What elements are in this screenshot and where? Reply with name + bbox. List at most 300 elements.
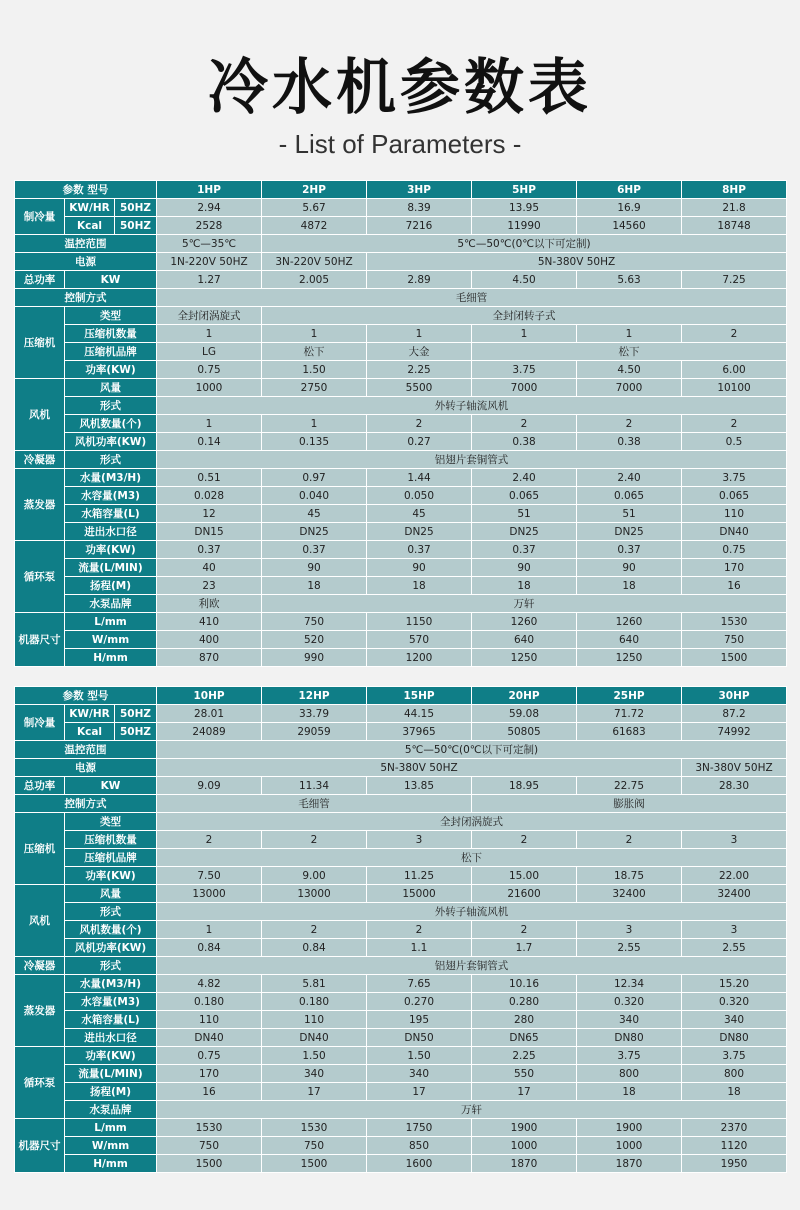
value-cell: 17 (367, 1083, 472, 1101)
header-cell: 制冷量 (15, 705, 65, 741)
value-cell: 800 (682, 1065, 787, 1083)
value-cell: 16 (682, 577, 787, 595)
header-cell: 进出水口径 (65, 1029, 157, 1047)
value-cell: 1.7 (472, 939, 577, 957)
table-row (15, 289, 787, 307)
value-cell: 毛细管 (157, 795, 472, 813)
value-cell: 1000 (157, 379, 262, 397)
header-cell: 形式 (65, 903, 157, 921)
value-cell: 1250 (472, 649, 577, 667)
table-row (15, 559, 787, 577)
value-cell: 18748 (682, 217, 787, 235)
table-row (15, 361, 787, 379)
header-cell: 冷凝器 (15, 957, 65, 975)
table-row (15, 631, 787, 649)
value-cell: 0.320 (577, 993, 682, 1011)
value-cell: 5.67 (262, 199, 367, 217)
header-cell: KW/HR (65, 199, 115, 217)
header-cell: 温控范围 (15, 741, 157, 759)
value-cell: 1 (577, 325, 682, 343)
value-cell: 10.16 (472, 975, 577, 993)
value-cell: 50805 (472, 723, 577, 741)
value-cell: 0.270 (367, 993, 472, 1011)
table-row (15, 885, 787, 903)
table-row (15, 1029, 787, 1047)
table-row (15, 325, 787, 343)
header-cell: 3HP (367, 181, 472, 199)
value-cell: 21.8 (682, 199, 787, 217)
value-cell: 11990 (472, 217, 577, 235)
table-row (15, 993, 787, 1011)
value-cell: 40 (157, 559, 262, 577)
value-cell: 3 (577, 921, 682, 939)
value-cell: 1900 (472, 1119, 577, 1137)
value-cell: 2.40 (577, 469, 682, 487)
header-cell: 20HP (472, 687, 577, 705)
value-cell: 410 (157, 613, 262, 631)
value-cell: 0.5 (682, 433, 787, 451)
value-cell: 毛细管 (157, 289, 787, 307)
header-cell: 水泵品牌 (65, 1101, 157, 1119)
value-cell: 28.01 (157, 705, 262, 723)
header-cell: 形式 (65, 397, 157, 415)
value-cell: 1260 (577, 613, 682, 631)
value-cell: 利欧 (157, 595, 262, 613)
value-cell: 570 (367, 631, 472, 649)
value-cell: 520 (262, 631, 367, 649)
value-cell: 1 (157, 325, 262, 343)
header-cell: 总功率 (15, 271, 65, 289)
header-cell: 压缩机数量 (65, 325, 157, 343)
header-cell: KW/HR (65, 705, 115, 723)
header-cell: 压缩机 (15, 813, 65, 885)
value-cell: 外转子轴流风机 (157, 903, 787, 921)
table-row (15, 1137, 787, 1155)
table-row (15, 903, 787, 921)
header-cell: 电源 (15, 759, 157, 777)
value-cell: 1.44 (367, 469, 472, 487)
value-cell: 大金 (367, 343, 472, 361)
value-cell: 4.82 (157, 975, 262, 993)
page-title: 冷水机参数表 (208, 53, 592, 123)
value-cell: 800 (577, 1065, 682, 1083)
table-row (15, 199, 787, 217)
value-cell: 13000 (157, 885, 262, 903)
table-row (15, 1101, 787, 1119)
value-cell: 1200 (367, 649, 472, 667)
value-cell: 1 (262, 415, 367, 433)
table-row (15, 307, 787, 325)
value-cell: 1870 (472, 1155, 577, 1173)
value-cell: 11.34 (262, 777, 367, 795)
header-cell: 循环泵 (15, 1047, 65, 1119)
table-row (15, 253, 787, 271)
header-cell: 压缩机品牌 (65, 343, 157, 361)
value-cell: 4872 (262, 217, 367, 235)
value-cell: 0.75 (157, 361, 262, 379)
header-cell: 水量(M3/H) (65, 975, 157, 993)
value-cell: 12 (157, 505, 262, 523)
header-cell: 控制方式 (15, 289, 157, 307)
value-cell: 170 (157, 1065, 262, 1083)
value-cell: 1530 (682, 613, 787, 631)
value-cell: 2370 (682, 1119, 787, 1137)
value-cell: 2 (262, 831, 367, 849)
value-cell: 45 (367, 505, 472, 523)
value-cell: 全封闭涡旋式 (157, 813, 787, 831)
header-cell: L/mm (65, 613, 157, 631)
header-cell: 风机 (15, 379, 65, 451)
value-cell: 0.135 (262, 433, 367, 451)
value-cell: 膨胀阀 (472, 795, 787, 813)
value-cell: 1 (367, 325, 472, 343)
value-cell: 1.1 (367, 939, 472, 957)
value-cell: 2750 (262, 379, 367, 397)
header-cell: 25HP (577, 687, 682, 705)
header-cell: 10HP (157, 687, 262, 705)
header-cell: 5HP (472, 181, 577, 199)
value-cell: 22.75 (577, 777, 682, 795)
page-subtitle: - List of Parameters - (278, 129, 522, 159)
value-cell: 90 (472, 559, 577, 577)
value-cell: 1 (157, 921, 262, 939)
header-cell: 蒸发器 (15, 975, 65, 1047)
header-cell: L/mm (65, 1119, 157, 1137)
value-cell: DN25 (262, 523, 367, 541)
value-cell: 23 (157, 577, 262, 595)
table-row (15, 649, 787, 667)
value-cell: DN15 (157, 523, 262, 541)
value-cell: 万轩 (157, 1101, 787, 1119)
header-cell: 冷凝器 (15, 451, 65, 469)
value-cell: 1500 (157, 1155, 262, 1173)
value-cell: 0.14 (157, 433, 262, 451)
value-cell: 0.27 (367, 433, 472, 451)
value-cell: 2.005 (262, 271, 367, 289)
header-cell: 50HZ (115, 723, 157, 741)
value-cell: 18.75 (577, 867, 682, 885)
table-row (15, 939, 787, 957)
value-cell: 2 (682, 415, 787, 433)
value-cell: 750 (157, 1137, 262, 1155)
table-row (15, 1011, 787, 1029)
header-cell: 压缩机数量 (65, 831, 157, 849)
header-cell: 电源 (15, 253, 157, 271)
value-cell: 400 (157, 631, 262, 649)
value-cell: 12.34 (577, 975, 682, 993)
header-cell: 形式 (65, 957, 157, 975)
value-cell: 0.37 (472, 541, 577, 559)
table-row (15, 613, 787, 631)
value-cell: 0.180 (262, 993, 367, 1011)
value-cell: 0.065 (472, 487, 577, 505)
table-row (15, 813, 787, 831)
header-cell: 形式 (65, 451, 157, 469)
table-row (15, 487, 787, 505)
value-cell: 1500 (262, 1155, 367, 1173)
value-cell: 15000 (367, 885, 472, 903)
value-cell: 0.37 (577, 541, 682, 559)
table-row (15, 795, 787, 813)
value-cell: 13.85 (367, 777, 472, 795)
header-cell: 类型 (65, 307, 157, 325)
value-cell: 45 (262, 505, 367, 523)
value-cell: 全封闭涡旋式 (157, 307, 262, 325)
value-cell: 0.180 (157, 993, 262, 1011)
value-cell: 51 (577, 505, 682, 523)
value-cell: 松下 (157, 849, 787, 867)
header-cell: 2HP (262, 181, 367, 199)
value-cell: 1N-220V 50HZ (157, 253, 262, 271)
value-cell: 15.20 (682, 975, 787, 993)
header-cell: 温控范围 (15, 235, 157, 253)
value-cell: 1150 (367, 613, 472, 631)
header-cell: 风机数量(个) (65, 921, 157, 939)
value-cell: 外转子轴流风机 (157, 397, 787, 415)
value-cell: 松下 (472, 343, 787, 361)
value-cell: 9.00 (262, 867, 367, 885)
parameter-table-1 (14, 180, 787, 667)
table-row (15, 687, 787, 705)
value-cell: 5℃—35℃ (157, 235, 262, 253)
value-cell: 7.25 (682, 271, 787, 289)
table-row (15, 975, 787, 993)
value-cell: 14560 (577, 217, 682, 235)
table-row (15, 867, 787, 885)
value-cell: 280 (472, 1011, 577, 1029)
header-cell: 风量 (65, 379, 157, 397)
value-cell: 2.94 (157, 199, 262, 217)
value-cell: 1.27 (157, 271, 262, 289)
value-cell: 18.95 (472, 777, 577, 795)
table-row (15, 451, 787, 469)
value-cell: 2.25 (472, 1047, 577, 1065)
value-cell: 71.72 (577, 705, 682, 723)
value-cell: 5N-380V 50HZ (367, 253, 787, 271)
table-row (15, 541, 787, 559)
value-cell: 1 (262, 325, 367, 343)
value-cell: 1120 (682, 1137, 787, 1155)
header-cell: 流量(L/MIN) (65, 559, 157, 577)
value-cell: 2 (472, 415, 577, 433)
header-cell: 功率(KW) (65, 867, 157, 885)
header-cell: 50HZ (115, 217, 157, 235)
header-cell: 扬程(M) (65, 577, 157, 595)
value-cell: 17 (472, 1083, 577, 1101)
value-cell: 90 (367, 559, 472, 577)
value-cell: 0.320 (682, 993, 787, 1011)
value-cell: 51 (472, 505, 577, 523)
value-cell: 2 (577, 831, 682, 849)
value-cell: 5500 (367, 379, 472, 397)
value-cell: 5N-380V 50HZ (157, 759, 682, 777)
value-cell: 750 (262, 1137, 367, 1155)
table-row (15, 181, 787, 199)
value-cell: 2.25 (367, 361, 472, 379)
value-cell: 0.37 (262, 541, 367, 559)
value-cell: 0.37 (367, 541, 472, 559)
value-cell: 37965 (367, 723, 472, 741)
value-cell: 32400 (682, 885, 787, 903)
value-cell: 5.63 (577, 271, 682, 289)
value-cell: 340 (577, 1011, 682, 1029)
value-cell: 13.95 (472, 199, 577, 217)
value-cell: 18 (262, 577, 367, 595)
table-row (15, 1065, 787, 1083)
value-cell: 10100 (682, 379, 787, 397)
value-cell: 2.55 (577, 939, 682, 957)
value-cell: 松下 (262, 343, 367, 361)
table-row (15, 505, 787, 523)
table-row (15, 235, 787, 253)
header-cell: 15HP (367, 687, 472, 705)
value-cell: 7000 (577, 379, 682, 397)
header-cell: H/mm (65, 1155, 157, 1173)
header-cell: KW (65, 777, 157, 795)
table-row (15, 921, 787, 939)
table-row (15, 1083, 787, 1101)
header-cell: 水箱容量(L) (65, 505, 157, 523)
value-cell: 3.75 (682, 1047, 787, 1065)
table-row (15, 741, 787, 759)
header-cell: 功率(KW) (65, 541, 157, 559)
value-cell: 340 (682, 1011, 787, 1029)
header-cell: 循环泵 (15, 541, 65, 613)
header-cell: 水泵品牌 (65, 595, 157, 613)
value-cell: 1000 (472, 1137, 577, 1155)
value-cell: 全封闭转子式 (262, 307, 787, 325)
table-row (15, 1119, 787, 1137)
value-cell: 0.38 (577, 433, 682, 451)
value-cell: 2.55 (682, 939, 787, 957)
header-cell: W/mm (65, 631, 157, 649)
value-cell: 6.00 (682, 361, 787, 379)
header-cell: 功率(KW) (65, 1047, 157, 1065)
value-cell: 110 (682, 505, 787, 523)
value-cell: 7216 (367, 217, 472, 235)
value-cell: 44.15 (367, 705, 472, 723)
header-cell: 参数 型号 (15, 687, 157, 705)
value-cell: DN50 (367, 1029, 472, 1047)
value-cell: 9.09 (157, 777, 262, 795)
value-cell: 3 (367, 831, 472, 849)
value-cell: DN65 (472, 1029, 577, 1047)
value-cell: 3.75 (472, 361, 577, 379)
value-cell: 7.50 (157, 867, 262, 885)
value-cell: 0.065 (577, 487, 682, 505)
value-cell: 0.75 (682, 541, 787, 559)
table-row (15, 595, 787, 613)
header-cell: 水箱容量(L) (65, 1011, 157, 1029)
value-cell: 1.50 (262, 1047, 367, 1065)
header-cell: 制冷量 (15, 199, 65, 235)
header-cell: 总功率 (15, 777, 65, 795)
value-cell: 750 (682, 631, 787, 649)
header-cell: 水量(M3/H) (65, 469, 157, 487)
value-cell: 1260 (472, 613, 577, 631)
value-cell: 3N-220V 50HZ (262, 253, 367, 271)
table-row (15, 523, 787, 541)
header-cell: KW (65, 271, 157, 289)
value-cell: 铝翅片套铜管式 (157, 957, 787, 975)
header-cell: 功率(KW) (65, 361, 157, 379)
value-cell: 0.280 (472, 993, 577, 1011)
value-cell: 万轩 (262, 595, 787, 613)
value-cell: 870 (157, 649, 262, 667)
value-cell: 59.08 (472, 705, 577, 723)
value-cell: 110 (157, 1011, 262, 1029)
value-cell: DN40 (262, 1029, 367, 1047)
value-cell: 18 (577, 577, 682, 595)
value-cell: 1900 (577, 1119, 682, 1137)
value-cell: 28.30 (682, 777, 787, 795)
header-cell: 12HP (262, 687, 367, 705)
value-cell: 5.81 (262, 975, 367, 993)
value-cell: 2 (367, 921, 472, 939)
header-cell: 类型 (65, 813, 157, 831)
value-cell: 0.050 (367, 487, 472, 505)
header-cell: 压缩机品牌 (65, 849, 157, 867)
header-cell: 风机 (15, 885, 65, 957)
value-cell: 850 (367, 1137, 472, 1155)
value-cell: 2.89 (367, 271, 472, 289)
table-row (15, 415, 787, 433)
value-cell: DN40 (682, 523, 787, 541)
header-cell: 8HP (682, 181, 787, 199)
header-cell: 蒸发器 (15, 469, 65, 541)
header-cell: 控制方式 (15, 795, 157, 813)
value-cell: 0.97 (262, 469, 367, 487)
value-cell: 2 (157, 831, 262, 849)
table-row (15, 831, 787, 849)
value-cell: 1 (472, 325, 577, 343)
value-cell: 110 (262, 1011, 367, 1029)
value-cell: DN25 (472, 523, 577, 541)
header-cell: 进出水口径 (65, 523, 157, 541)
value-cell: 2528 (157, 217, 262, 235)
value-cell: 1950 (682, 1155, 787, 1173)
table-row (15, 379, 787, 397)
value-cell: 铝翅片套铜管式 (157, 451, 787, 469)
value-cell: 1000 (577, 1137, 682, 1155)
header-cell: 压缩机 (15, 307, 65, 379)
header-cell: 50HZ (115, 199, 157, 217)
value-cell: 15.00 (472, 867, 577, 885)
value-cell: DN40 (157, 1029, 262, 1047)
value-cell: 1250 (577, 649, 682, 667)
value-cell: 195 (367, 1011, 472, 1029)
value-cell: 3 (682, 831, 787, 849)
table-row (15, 705, 787, 723)
table-row (15, 433, 787, 451)
value-cell: 640 (472, 631, 577, 649)
value-cell: 18 (472, 577, 577, 595)
table-row (15, 397, 787, 415)
value-cell: 170 (682, 559, 787, 577)
parameter-table-2 (14, 686, 787, 1173)
value-cell: 33.79 (262, 705, 367, 723)
value-cell: 18 (682, 1083, 787, 1101)
header-cell: 机器尺寸 (15, 613, 65, 667)
value-cell: 2 (472, 831, 577, 849)
value-cell: 2.40 (472, 469, 577, 487)
value-cell: 4.50 (472, 271, 577, 289)
value-cell: 1500 (682, 649, 787, 667)
value-cell: 2 (577, 415, 682, 433)
value-cell: 0.028 (157, 487, 262, 505)
value-cell: 1600 (367, 1155, 472, 1173)
value-cell: 1750 (367, 1119, 472, 1137)
